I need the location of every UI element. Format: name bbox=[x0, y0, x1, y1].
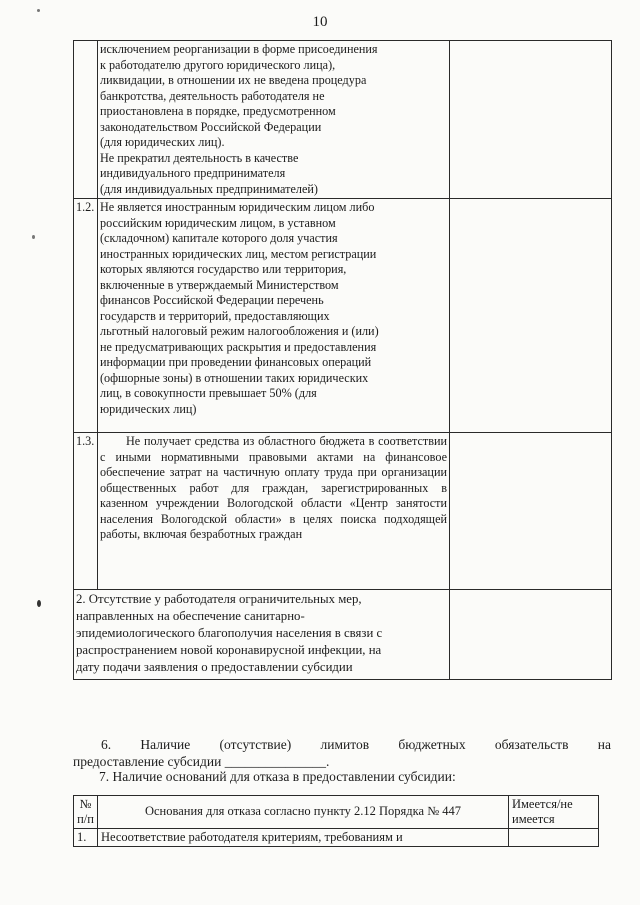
page-number: 10 bbox=[312, 14, 328, 30]
paragraph-word: обязательств bbox=[494, 737, 569, 752]
paragraph-word: бюджетных bbox=[398, 737, 466, 752]
paragraph-number: 6. bbox=[101, 737, 112, 752]
criterion-text: исключением реорганизации в форме присоединения к работодателю другого юридического лица), ликвидации, в отношении их не введена процедура банкротства, деятельность работодателя не приостановлена в порядке, предусмотренном законодательством Российской Федерации (для юридических лиц). Не прекратил деятельность в качестве индивидуального предпринимателя (для индивидуальных предпринимателей) bbox=[98, 41, 450, 199]
criterion-text: 2. Отсутствие у работодателя ограничительных мер, направленных на обеспечение санитарно- эпидемиологического благополучия населения в связи с распространением новой коронавирусной инфекции, на дату подачи заявления о предоставлении субсидии bbox=[74, 590, 450, 680]
column-header-basis: Основания для отказа согласно пункту 2.12 Порядка № 447 bbox=[98, 796, 509, 829]
paragraph-6 bbox=[73, 736, 611, 770]
column-header-present: Имеется/не имеется bbox=[509, 796, 599, 829]
scan-speck bbox=[37, 9, 40, 12]
criterion-text: Не является иностранным юридическим лицом либо российским юридическим лицом, в уставном (складочном) капитале которого доля участия иностранных юридических лиц, местом регистрации которых являются государство или территория, включенные в утверждаемый Министерством финансов Российской Федерации перечень государств и территорий, предоставляющих льготный налоговый режим налогообложения и (или) не предусматривающих раскрытия и предоставления информации при проведении финансовых операций (офшорные зоны) в отношении таких юридических лиц, в совокупности превышает 50% (для юридических лиц) bbox=[98, 199, 450, 433]
paragraph-word: лимитов bbox=[320, 737, 370, 752]
criterion-value-cell[interactable] bbox=[450, 199, 612, 433]
table-row bbox=[74, 829, 599, 847]
refusal-value-cell[interactable] bbox=[509, 829, 599, 847]
scan-speck bbox=[37, 600, 41, 607]
scan-speck bbox=[32, 235, 35, 239]
table-row bbox=[74, 590, 612, 680]
table-row bbox=[74, 41, 612, 199]
paragraph-word: (отсутствие) bbox=[219, 737, 292, 752]
refusal-table bbox=[73, 795, 599, 847]
row-number: 1. bbox=[74, 829, 98, 847]
criterion-value-cell[interactable] bbox=[450, 433, 612, 590]
criterion-text: Не получает средства из областного бюджета в соответствии с иными нормативными правовыми актами на финансовое обеспечение затрат на частичную оплату труда при организации общественных работ для граждан, зарегистрированных в казенном учреждении Вологодской области «Центр занятости населения Вологодской области» в целях поиска подходящей работы, включая безработных граждан bbox=[98, 433, 450, 590]
column-header-number: № п/п bbox=[74, 796, 98, 829]
paragraph-text: 7. Наличие оснований для отказа в предоставлении субсидии: bbox=[99, 769, 456, 784]
paragraph-word: Наличие bbox=[140, 737, 191, 752]
table-header-row bbox=[74, 796, 599, 829]
row-number: 1.2. bbox=[74, 199, 98, 433]
criteria-table bbox=[73, 40, 612, 680]
paragraph-word: на bbox=[597, 737, 611, 752]
paragraph-line: предоставление субсидии _______________. bbox=[73, 754, 330, 769]
table-row bbox=[74, 199, 612, 433]
criterion-value-cell[interactable] bbox=[450, 590, 612, 680]
row-number bbox=[74, 41, 98, 199]
refusal-basis-text: Несоответствие работодателя критериям, требованиям и bbox=[98, 829, 509, 847]
table-row bbox=[74, 433, 612, 590]
paragraph-7 bbox=[73, 768, 611, 785]
criterion-value-cell[interactable] bbox=[450, 41, 612, 199]
row-number: 1.3. bbox=[74, 433, 98, 590]
